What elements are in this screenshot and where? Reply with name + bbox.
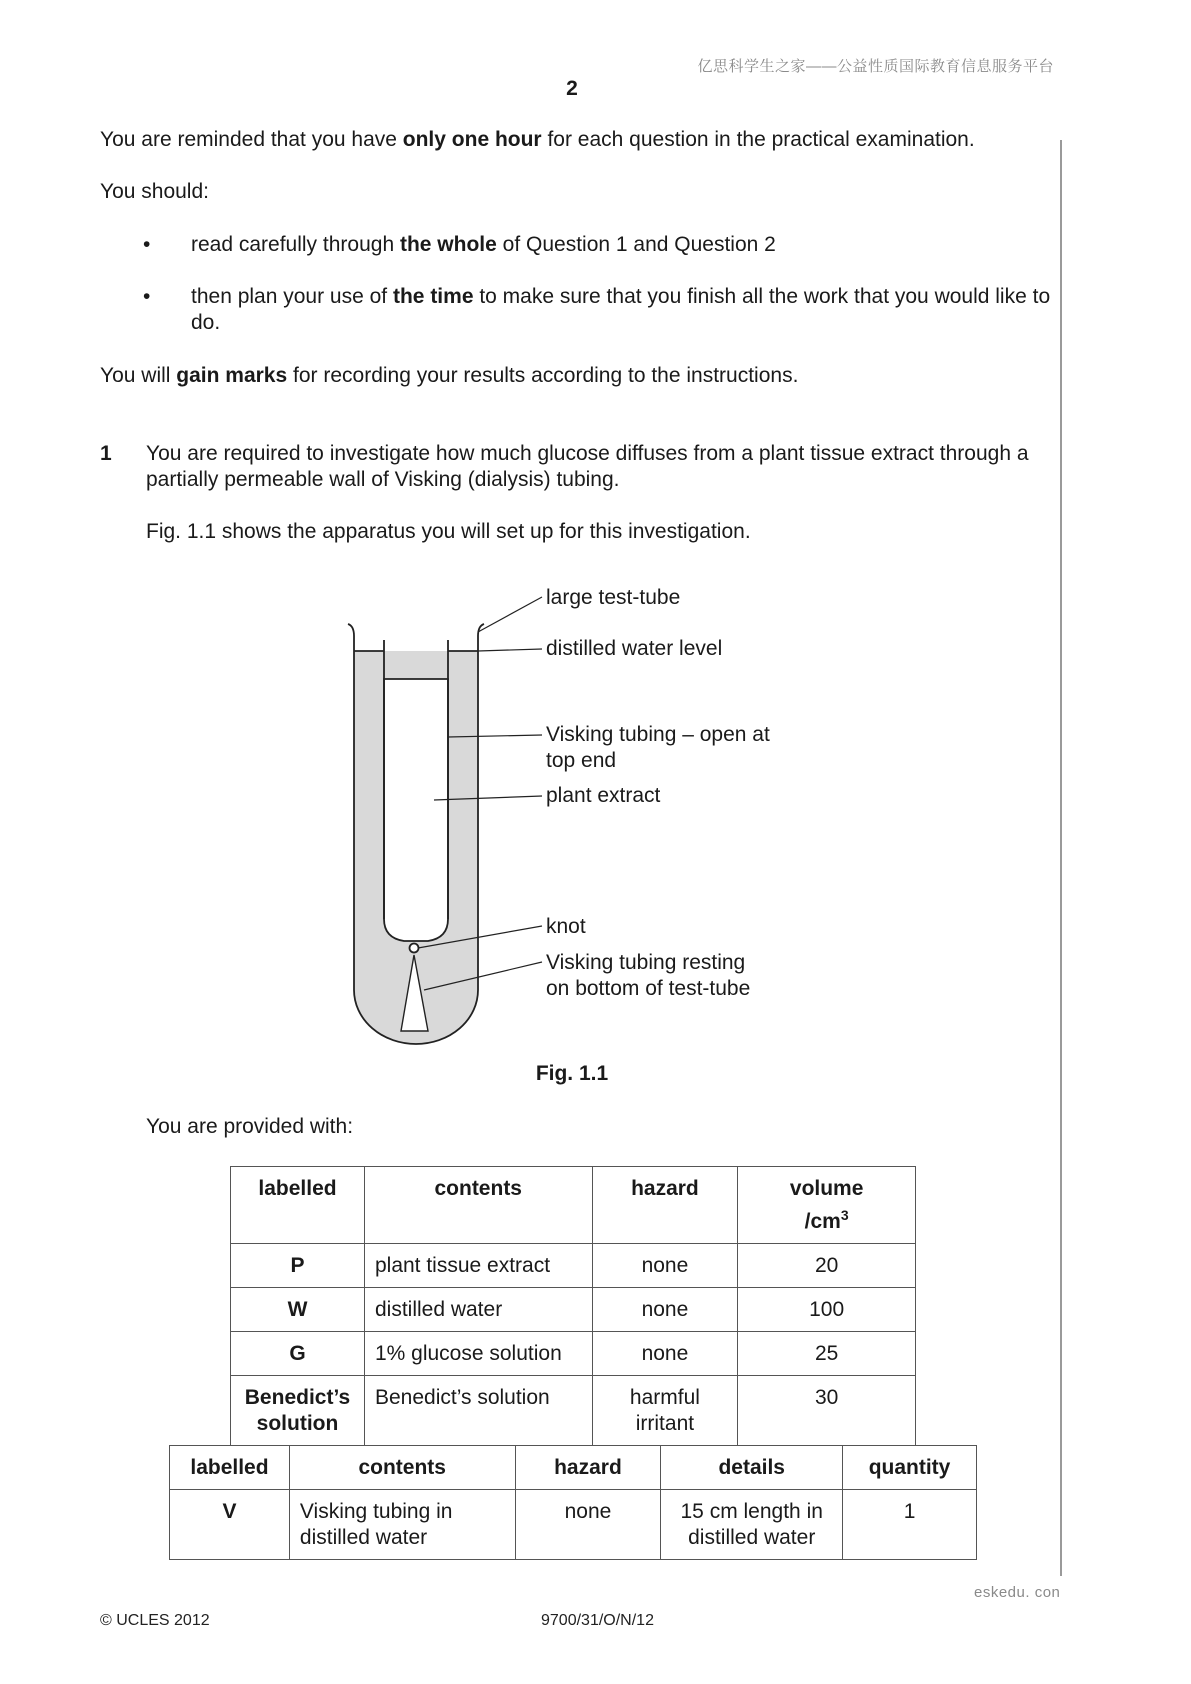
copyright-text: © UCLES 2012 [100, 1612, 210, 1629]
header-cell: labelled [231, 1167, 365, 1244]
label-knot: knot [546, 915, 586, 938]
table-row [231, 1332, 916, 1376]
intro-paragraph-2: You should: [100, 180, 209, 203]
text-run: You will [100, 364, 177, 387]
cell-contents: plant tissue extract [364, 1244, 592, 1288]
bold-run: only one hour [402, 128, 542, 151]
header-cell: hazard [592, 1167, 738, 1244]
table-row [231, 1244, 916, 1288]
text-run: read carefully through [191, 233, 400, 256]
label-visking-resting-line1: Visking tubing resting [546, 951, 746, 974]
cell-label: W [231, 1288, 365, 1332]
bold-run: the time [392, 285, 474, 308]
question-number: 1 [100, 442, 112, 465]
cell-contents: distilled water [364, 1288, 592, 1332]
cell-label: V [170, 1490, 290, 1560]
cell-hazard: none [592, 1244, 738, 1288]
cell-contents: Visking tubing in distilled water [289, 1490, 515, 1560]
header-superscript: 3 [840, 1207, 849, 1223]
cell-volume: 100 [738, 1288, 916, 1332]
cell-contents: 1% glucose solution [364, 1332, 592, 1376]
bullet-icon: • [143, 285, 151, 308]
cell-contents: Benedict’s solution [364, 1376, 592, 1446]
paper-code: 9700/31/O/N/12 [541, 1612, 654, 1629]
cell-volume: 30 [738, 1376, 916, 1446]
cell-volume: 25 [738, 1332, 916, 1376]
label-visking-resting-line2: on bottom of test-tube [546, 977, 751, 1000]
page-number: 2 [566, 77, 578, 100]
cell-hazard: none [592, 1332, 738, 1376]
text-run: then plan your use of [191, 285, 393, 308]
bold-run: gain marks [176, 364, 288, 387]
table-header-row [231, 1167, 916, 1244]
text-run: for each question in the practical examination. [541, 128, 975, 151]
watermark-footer: eskedu. con [974, 1584, 1061, 1601]
figure-caption: Fig. 1.1 [535, 1062, 609, 1085]
label-plant-extract: plant extract [546, 784, 661, 807]
table-row [231, 1376, 916, 1446]
header-cell-volume [738, 1167, 916, 1244]
label-large-test-tube: large test-tube [546, 586, 681, 609]
cell-volume: 20 [738, 1244, 916, 1288]
header-cell: quantity [843, 1446, 977, 1490]
label-distilled-water-level: distilled water level [546, 637, 723, 660]
question-text: You are required to investigate how much glucose diffuses from a plant tissue extract through a partially permeable wall of Visking (dialysis) tubing. [146, 442, 1029, 491]
cell-label: Benedict’s solution [231, 1376, 365, 1446]
cell-hazard: none [515, 1490, 661, 1560]
label-visking-open-line1: Visking tubing – open at [546, 723, 770, 746]
cell-label: P [231, 1244, 365, 1288]
header-cell: labelled [170, 1446, 290, 1490]
header-cell: contents [289, 1446, 515, 1490]
text-run: to make sure that you finish all the work that you would like to do. [191, 285, 1051, 334]
table-header-row [170, 1446, 977, 1490]
header-cell: hazard [515, 1446, 661, 1490]
text-run: You are reminded that you have [100, 128, 403, 151]
cell-details: 15 cm length in distilled water [661, 1490, 843, 1560]
cell-hazard: harmful irritant [592, 1376, 738, 1446]
table-row [170, 1490, 977, 1560]
table-row [231, 1288, 916, 1332]
bullet-icon: • [143, 233, 151, 256]
cell-hazard: none [592, 1288, 738, 1332]
header-text: volume [789, 1177, 864, 1200]
figure-intro-text: Fig. 1.1 shows the apparatus you will set up for this investigation. [146, 520, 751, 543]
header-unit: /cm [804, 1210, 841, 1233]
cell-quantity: 1 [843, 1490, 977, 1560]
materials-table [230, 1166, 916, 1446]
cell-label: G [231, 1332, 365, 1376]
provided-intro: You are provided with: [146, 1115, 354, 1138]
text-run: of Question 1 and Question 2 [496, 233, 776, 256]
label-visking-open-line2: top end [546, 749, 617, 772]
header-cell: contents [364, 1167, 592, 1244]
bold-run: the whole [399, 233, 497, 256]
text-run: for recording your results according to the instructions. [287, 364, 799, 387]
header-cell: details [661, 1446, 843, 1490]
watermark-header: 亿思科学生之家——公益性质国际教育信息服务平台 [697, 58, 1054, 75]
tubing-table [169, 1445, 977, 1560]
